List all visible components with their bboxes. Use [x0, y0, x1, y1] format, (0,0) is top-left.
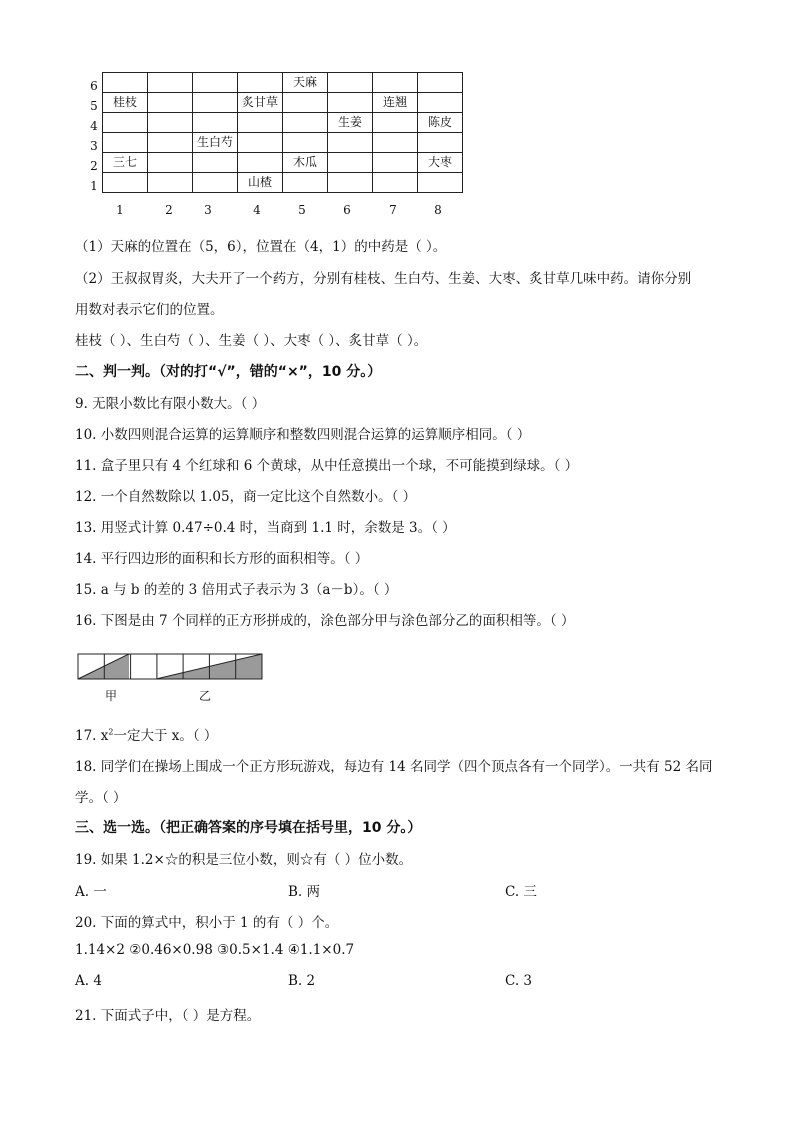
grid-cell	[148, 93, 193, 113]
grid-cell	[373, 173, 418, 193]
grid-cell: 炙甘草	[238, 93, 283, 113]
grid-x-label: 2	[165, 203, 173, 217]
grid-cell	[373, 133, 418, 153]
question-item	[75, 724, 217, 744]
grid-cell: 木瓜	[283, 153, 328, 173]
grid-cell: 三七	[103, 153, 148, 173]
section-heading-choose: 三、选一选。（把正确答案的序号填在括号里，10 分。）	[75, 820, 422, 836]
question-item-continued: 学。（ ）	[75, 790, 127, 806]
question-item: 21. 下面式子中，（ ）是方程。	[75, 1008, 261, 1024]
grid-cell	[193, 173, 238, 193]
question-item: 14. 平行四边形的面积和长方形的面积相等。（ ）	[75, 551, 369, 567]
grid-row	[103, 173, 463, 193]
grid-cell	[148, 173, 193, 193]
grid-cell	[283, 133, 328, 153]
grid-cell	[283, 113, 328, 133]
question-item: 19. 如果 1.2×☆的积是三位小数，则☆有（ ）位小数。	[75, 852, 413, 868]
grid-x-label: 5	[298, 203, 306, 217]
grid-cell: 生姜	[328, 113, 373, 133]
grid-y-label: 6	[90, 79, 98, 93]
grid-x-label: 1	[116, 203, 124, 217]
q20-options	[75, 973, 735, 993]
question-item: 13. 用竖式计算 0.47÷0.4 时，当商到 1.1 时，余数是 3。（ ）	[75, 520, 456, 536]
option-a: A. 一	[75, 884, 107, 900]
grid-cell	[418, 173, 463, 193]
grid-cell	[193, 93, 238, 113]
q19-options	[75, 880, 735, 900]
grid-row	[103, 73, 463, 93]
grid-cell	[103, 173, 148, 193]
question-item: 16. 下图是由 7 个同样的正方形拼成的，涂色部分甲与涂色部分乙的面积相等。（ ）	[75, 613, 575, 629]
option-a: A. 4	[75, 973, 102, 989]
grid-row	[103, 153, 463, 173]
grid-y-label: 3	[90, 139, 98, 153]
q8-part2-answers: 桂枝（ ）、生白芍（ ）、生姜（ ）、大枣（ ）、炙甘草（ ）。	[75, 333, 428, 349]
question-item: 15. a 与 b 的差的 3 倍用式子表示为 3（a－b）。（ ）	[75, 582, 398, 598]
grid-cell	[373, 113, 418, 133]
q17-exponent: 2	[108, 727, 114, 737]
grid-cell	[193, 113, 238, 133]
question-item: 12. 一个自然数除以 1.05，商一定比这个自然数小。（ ）	[75, 489, 417, 505]
grid-cell	[328, 173, 373, 193]
grid-cell	[238, 133, 283, 153]
question-item: 10. 小数四则混合运算的运算顺序和整数四则混合运算的运算顺序相同。（ ）	[75, 427, 531, 443]
grid-cell	[103, 113, 148, 133]
grid-cell: 连翘	[373, 93, 418, 113]
grid-x-label: 4	[253, 203, 261, 217]
option-c: C. 三	[505, 884, 537, 900]
grid-cell	[238, 73, 283, 93]
option-b: B. 2	[288, 973, 316, 989]
question-item: 11. 盒子里只有 4 个红球和 6 个黄球，从中任意摸出一个球，不可能摸到绿球。（ ）	[75, 458, 579, 474]
q8-part1: （1）天麻的位置在（5，6），位置在（4，1）的中药是（ ）。	[75, 239, 447, 255]
grid-cell	[193, 73, 238, 93]
option-c: C. 3	[505, 973, 533, 989]
grid-cell	[103, 73, 148, 93]
grid-cell	[418, 133, 463, 153]
label-jia: 甲	[105, 689, 118, 703]
grid-cell: 大枣	[418, 153, 463, 173]
grid-cell	[193, 153, 238, 173]
option-b: B. 两	[288, 884, 321, 900]
grid-row	[103, 113, 463, 133]
grid-x-label: 6	[343, 203, 351, 217]
q17-suffix: 一定大于 x。（ ）	[113, 728, 218, 744]
q20-expressions: 1.14×2 ②0.46×0.98 ③0.5×1.4 ④1.1×0.7	[75, 942, 355, 958]
grid-cell: 桂枝	[103, 93, 148, 113]
grid-cell	[373, 73, 418, 93]
grid-cell	[148, 133, 193, 153]
grid-cell	[238, 113, 283, 133]
grid-cell	[283, 93, 328, 113]
grid-y-label: 2	[90, 159, 98, 173]
squares-figure	[77, 653, 277, 701]
grid-y-label: 5	[90, 99, 98, 113]
question-item: 18. 同学们在操场上围成一个正方形玩游戏，每边有 14 名同学（四个顶点各有一个同学）。一共有 52 名同	[75, 759, 713, 775]
squares-diagram	[77, 653, 267, 681]
question-item: 20. 下面的算式中，积小于 1 的有（ ）个。	[75, 915, 339, 931]
grid-cell	[328, 73, 373, 93]
grid-x-label: 3	[204, 203, 212, 217]
section-heading-judge: 二、判一判。（对的打“√”，错的“×”，10 分。）	[75, 364, 382, 380]
grid-cell: 山楂	[238, 173, 283, 193]
grid-cell: 天麻	[283, 73, 328, 93]
grid-cell	[148, 73, 193, 93]
grid-x-label: 8	[434, 203, 442, 217]
grid-cell	[418, 73, 463, 93]
q8-part2-line1: （2）王叔叔胃炎，大夫开了一个药方，分别有桂枝、生白芍、生姜、大枣、炙甘草几味中药。请你分别	[75, 271, 692, 287]
grid-cell	[328, 93, 373, 113]
grid-row	[103, 133, 463, 153]
label-yi: 乙	[199, 689, 212, 703]
grid-cell	[328, 153, 373, 173]
grid-cell	[283, 173, 328, 193]
coordinate-grid-figure	[88, 72, 468, 222]
grid-y-label: 4	[90, 119, 98, 133]
grid-cell	[418, 93, 463, 113]
question-item: 9. 无限小数比有限小数大。（ ）	[75, 396, 266, 412]
grid-y-label: 1	[90, 179, 98, 193]
grid-row	[103, 93, 463, 113]
grid-cell	[328, 133, 373, 153]
grid-cell	[148, 113, 193, 133]
q8-part2-line2: 用数对表示它们的位置。	[75, 302, 224, 318]
grid-cell	[103, 133, 148, 153]
grid-cell: 陈皮	[418, 113, 463, 133]
coordinate-grid	[102, 72, 463, 193]
grid-cell	[238, 153, 283, 173]
grid-cell	[148, 153, 193, 173]
q17-prefix: 17. x	[75, 728, 109, 744]
grid-cell	[373, 153, 418, 173]
grid-cell: 生白芍	[193, 133, 238, 153]
grid-x-label: 7	[389, 203, 397, 217]
